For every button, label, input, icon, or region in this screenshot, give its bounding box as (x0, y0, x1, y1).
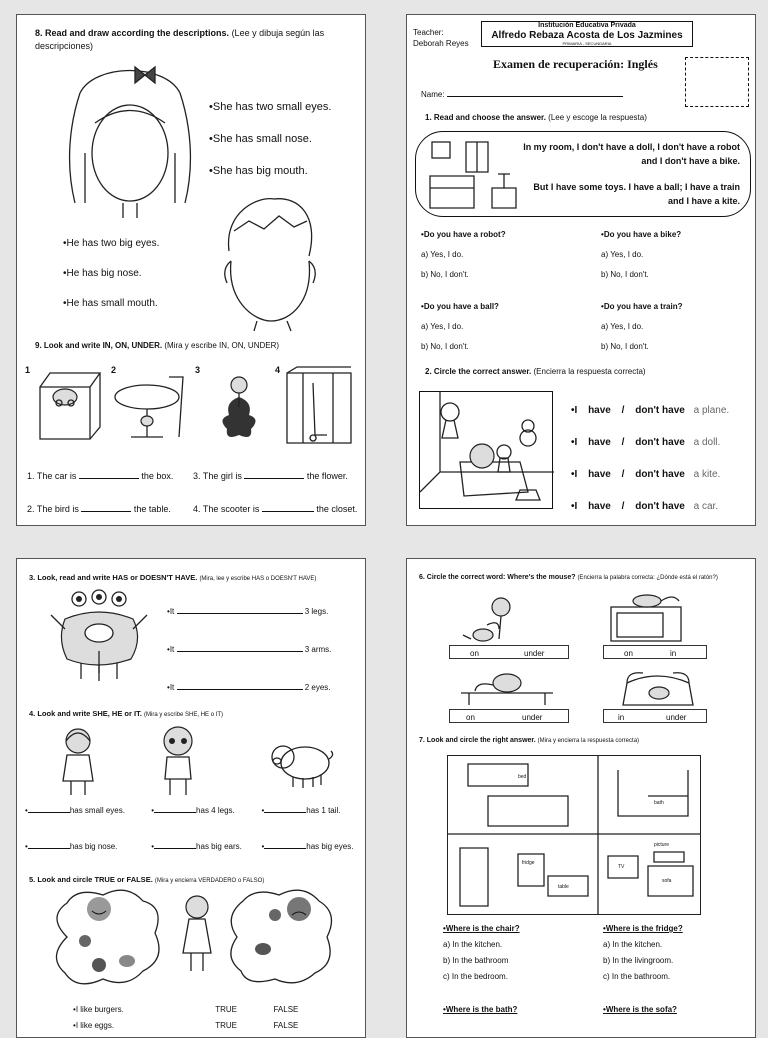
q1-title: 1. Read and choose the answer. (425, 113, 546, 122)
girl-description-list (209, 91, 331, 187)
sentence-1-start: 1. The car is (27, 471, 77, 481)
circle-row-doll-subject: • I (571, 437, 577, 448)
option-phone-in[interactable]: in (618, 713, 625, 722)
q4-heading (29, 709, 223, 718)
circle-row-plane-have[interactable]: have (588, 405, 611, 416)
pronoun-2-2 (151, 841, 259, 851)
pronoun-1-3-blank[interactable] (264, 805, 306, 813)
question-robot-opt-a[interactable]: a) Yes, I do. (421, 250, 464, 259)
tf-true-2[interactable]: TRUE (215, 1021, 238, 1030)
pronoun-2-1 (25, 841, 135, 851)
school-header-box (481, 21, 693, 47)
house-rooms-picture (447, 755, 701, 915)
question-chair-text: • Where is the chair? (443, 921, 520, 937)
pronoun-row-1 (25, 805, 365, 815)
circle-row-car-object: a car. (693, 501, 719, 512)
circle-row-doll-dont-have[interactable]: don't have (635, 437, 685, 448)
mouse-in-phone-picture (613, 665, 703, 707)
option-flower-under[interactable]: under (524, 649, 545, 658)
circle-answer-list (571, 395, 729, 523)
monster-row-arms-lead: • It (167, 645, 174, 654)
school-line-3: PRIMARIA - SECUNDARIA (562, 41, 612, 46)
room-label-sofa: sofa (662, 878, 672, 884)
q2-title: 2. Circle the correct answer. (425, 367, 532, 376)
pronoun-row-2 (25, 841, 365, 851)
question-train-opt-b[interactable]: b) No, I don't. (601, 342, 649, 351)
sentence-4-end: the closet. (316, 504, 358, 514)
car-in-box-picture (35, 367, 105, 445)
q3-heading (29, 573, 316, 582)
story-bubble (415, 131, 751, 217)
sentence-4-start: 4. The scooter is (193, 504, 260, 514)
pronoun-1-2 (151, 805, 259, 815)
sentence-4-blank[interactable] (262, 504, 314, 512)
circle-row-kite-object: a kite. (693, 469, 721, 480)
circle-row-car-have[interactable]: have (588, 501, 611, 512)
monster-row-arms (167, 631, 331, 669)
question-chair (443, 921, 520, 985)
likes-clouds-picture (47, 887, 347, 991)
q4-note: (Mira y escribe SHE, HE o IT) (144, 712, 224, 718)
circle-row-doll (571, 427, 729, 459)
question-bike-text: • Do you have a bike? (601, 225, 681, 245)
q2-heading (425, 367, 646, 376)
true-false-row-2 (73, 1021, 298, 1030)
worksheet-page-q6-q7 (406, 558, 756, 1038)
monster-row-legs-blank[interactable] (177, 606, 303, 614)
q8-title: 8. Read and draw according the descriptions. (35, 28, 230, 38)
circle-row-doll-object: a doll. (693, 437, 721, 448)
question-bath-text: • Where is the bath? (443, 1005, 517, 1014)
question-fridge (603, 921, 683, 985)
pronoun-2-1-text: has big nose. (69, 842, 118, 851)
pronoun-2-1-blank[interactable] (28, 841, 70, 849)
worksheet-page-q8-q9 (16, 14, 366, 526)
boy-desc-2: • He has big nose. (63, 259, 159, 289)
tf-true-1[interactable]: TRUE (215, 1005, 238, 1014)
question-chair-opt-a[interactable]: a) In the kitchen. (443, 940, 503, 949)
question-chair-opt-c[interactable]: c) In the bedroom. (443, 972, 508, 981)
q8-heading (35, 27, 355, 53)
sentence-3 (193, 471, 348, 481)
tf-statement-2: • I like eggs. (73, 1021, 213, 1030)
option-flower-on[interactable]: on (470, 649, 479, 658)
q6-heading (419, 573, 749, 583)
pronoun-1-1 (25, 805, 135, 815)
question-ball-opt-b[interactable]: b) No, I don't. (421, 342, 469, 351)
monster-row-arms-blank[interactable] (177, 644, 303, 652)
sentence-2-end: the table. (133, 504, 171, 514)
boy-face-outline (209, 191, 329, 331)
true-false-row-1 (73, 1005, 298, 1014)
pronoun-2-3 (261, 841, 353, 851)
monster-row-legs-tail: 3 legs. (304, 607, 329, 616)
q6-note: (Encierra la palabra correcta: ¿Dónde está el ratón?) (577, 575, 718, 581)
pic-number-4: 4 (275, 365, 281, 375)
girl-desc-2: • She has small nose. (209, 123, 331, 155)
question-sofa-text: • Where is the sofa? (603, 1005, 677, 1014)
monster-row-legs (167, 593, 331, 631)
house-rooms-drawing (448, 756, 700, 914)
q6-title: 6. Circle the correct word: Where's the mouse? (419, 574, 576, 581)
q9-note: (Mira y escribe IN, ON, UNDER) (164, 341, 280, 350)
pronoun-1-2-blank[interactable] (154, 805, 196, 813)
room-label-picture: picture (654, 842, 670, 848)
tf-false-2[interactable]: FALSE (273, 1021, 299, 1030)
sentence-2-blank[interactable] (81, 504, 131, 512)
pronoun-1-3-text: has 1 tail. (306, 806, 341, 815)
circle-row-kite-slash: / (621, 469, 625, 480)
pig-picture (267, 735, 337, 791)
circle-row-car-subject: • I (571, 501, 577, 512)
monster-sentence-list (167, 593, 331, 707)
sentence-3-blank[interactable] (244, 471, 304, 479)
pic-number-2: 2 (111, 365, 117, 375)
q5-heading (29, 875, 264, 884)
sentence-1-blank[interactable] (79, 471, 139, 479)
pronoun-1-3 (261, 805, 353, 815)
pronoun-1-1-blank[interactable] (28, 805, 70, 813)
girl-desc-1: • She has two small eyes. (209, 91, 331, 123)
question-fridge-text: • Where is the fridge? (603, 921, 683, 937)
pronoun-2-3-blank[interactable] (264, 841, 306, 849)
q2-note: (Encierra la respuesta correcta) (533, 367, 646, 376)
pronoun-2-2-text: has big ears. (196, 842, 242, 851)
scooter-in-closet-picture (283, 367, 355, 447)
circle-row-plane-subject: • I (571, 405, 577, 416)
q8-note: (Lee y dibuja según las descripciones) (35, 28, 325, 51)
room-label-tv: TV (618, 864, 625, 870)
room-label-table: table (558, 884, 569, 890)
room-label-fridge: fridge (522, 860, 535, 866)
sentence-2 (27, 504, 171, 514)
question-train-opt-a[interactable]: a) Yes, I do. (601, 322, 644, 331)
teacher-label: Teacher: (413, 28, 444, 37)
q5-title: 5. Look and circle TRUE or FALSE. (29, 875, 153, 884)
question-fridge-opt-a[interactable]: a) In the kitchen. (603, 940, 663, 949)
option-box-bench (449, 709, 569, 723)
teacher-name: Deborah Reyes (413, 39, 469, 48)
question-bike-opt-a[interactable]: a) Yes, I do. (601, 250, 644, 259)
circle-row-plane-object: a plane. (693, 405, 730, 416)
sentence-1-end: the box. (141, 471, 174, 481)
q9-heading (35, 341, 279, 350)
q1-note: (Lee y escoge la respuesta) (548, 113, 647, 122)
teacher-block (413, 27, 469, 49)
pic-number-3: 3 (195, 365, 201, 375)
circle-row-kite-have[interactable]: have (588, 469, 611, 480)
bedroom-picture (426, 138, 526, 212)
pronoun-1-1-text: has small eyes. (69, 806, 125, 815)
option-box-phone (603, 709, 707, 723)
monster-row-eyes (167, 669, 331, 707)
story-text-1: In my room, I don't have a doll, I don't have a robot and I don't have a bike. (523, 142, 740, 166)
tf-false-1[interactable]: FALSE (273, 1005, 299, 1014)
monster-row-legs-lead: • It (167, 607, 174, 616)
mouse-on-tv-picture (603, 591, 693, 643)
circle-row-plane-dont-have[interactable]: don't have (635, 405, 685, 416)
circle-row-doll-have[interactable]: have (588, 437, 611, 448)
option-bench-under[interactable]: under (522, 713, 543, 722)
q1-heading (425, 113, 647, 122)
q3-title: 3. Look, read and write HAS or DOESN'T HAVE. (29, 573, 198, 582)
girl-face-outline (55, 53, 205, 223)
name-field[interactable] (447, 89, 623, 97)
question-train (601, 297, 683, 357)
q4-title: 4. Look and write SHE, HE or IT. (29, 709, 142, 718)
monster-row-eyes-tail: 2 eyes. (304, 683, 331, 692)
q7-note: (Mira y encierra la respuesta correcta) (537, 738, 640, 744)
circle-row-car (571, 491, 729, 523)
pronoun-1-2-text: has 4 legs. (196, 806, 235, 815)
monster-row-eyes-lead: • It (167, 683, 174, 692)
exam-title: Examen de recuperación: Inglés (493, 57, 658, 71)
boy-picture (155, 725, 201, 797)
question-robot (421, 225, 506, 285)
question-ball-opt-a[interactable]: a) Yes, I do. (421, 322, 464, 331)
q7-heading (419, 737, 639, 744)
question-bike (601, 225, 681, 285)
circle-row-doll-slash: / (621, 437, 625, 448)
school-line-2: Alfredo Rebaza Acosta de Los Jazmines (491, 30, 683, 41)
boy-description-list (63, 229, 159, 319)
q5-note: (Mira y encierra VERDADERO o FALSO) (154, 878, 265, 884)
circle-row-kite-subject: • I (571, 469, 577, 480)
mouse-on-bench-picture (457, 667, 557, 707)
question-bike-opt-b[interactable]: b) No, I don't. (601, 270, 649, 279)
girl-on-flower-picture (203, 367, 273, 445)
option-tv-on[interactable]: on (624, 649, 633, 658)
circle-row-plane (571, 395, 729, 427)
girl-picture (53, 727, 103, 797)
name-row (421, 89, 623, 99)
circle-row-kite (571, 459, 729, 491)
girl-desc-3: • She has big mouth. (209, 155, 331, 187)
monster-row-eyes-blank[interactable] (177, 682, 303, 690)
sentence-1 (27, 471, 173, 481)
worksheet-page-q1-q2 (406, 14, 756, 526)
sentence-3-start: 3. The girl is (193, 471, 242, 481)
option-box-flower (449, 645, 569, 659)
question-ball (421, 297, 499, 357)
story-text-2: But I have some toys. I have a ball; I have a train and I have a kite. (533, 182, 740, 206)
q7-title: 7. Look and circle the right answer. (419, 737, 536, 744)
bird-under-table-picture (109, 367, 189, 445)
option-box-tv (603, 645, 707, 659)
question-robot-opt-b[interactable]: b) No, I don't. (421, 270, 469, 279)
room-label-bed: bed (518, 774, 527, 780)
name-label: Name: (421, 90, 445, 99)
question-fridge-opt-b[interactable]: b) In the livingroom. (603, 956, 674, 965)
sentence-3-end: the flower. (306, 471, 348, 481)
question-ball-text: • Do you have a ball? (421, 297, 499, 317)
boy-desc-3: • He has small mouth. (63, 289, 159, 319)
pronoun-2-3-text: has big eyes. (306, 842, 354, 851)
circle-row-car-dont-have[interactable]: don't have (635, 501, 685, 512)
pic-number-1: 1 (25, 365, 31, 375)
toy-room-picture (419, 391, 553, 509)
school-line-1: Institución Educativa Privada (538, 22, 636, 29)
circle-row-car-slash: / (621, 501, 625, 512)
grade-box (685, 57, 749, 107)
mouse-under-flower-picture (461, 595, 531, 643)
q9-title: 9. Look and write IN, ON, UNDER. (35, 341, 163, 350)
circle-row-plane-slash: / (621, 405, 625, 416)
question-robot-text: • Do you have a robot? (421, 225, 506, 245)
worksheet-page-q3-q5 (16, 558, 366, 1038)
option-tv-in[interactable]: in (670, 649, 677, 658)
sentence-2-start: 2. The bird is (27, 504, 79, 514)
room-label-bath: bath (654, 800, 664, 806)
option-phone-under[interactable]: under (666, 713, 687, 722)
question-fridge-opt-c[interactable]: c) In the bathroom. (603, 972, 671, 981)
q3-note: (Mira, lee y escribe HAS o DOESN'T HAVE) (199, 576, 317, 582)
sentence-4 (193, 504, 357, 514)
circle-row-kite-dont-have[interactable]: don't have (635, 469, 685, 480)
question-train-text: • Do you have a train? (601, 297, 683, 317)
option-bench-on[interactable]: on (466, 713, 475, 722)
question-chair-opt-b[interactable]: b) In the bathroom (443, 956, 509, 965)
boy-desc-1: • He has two big eyes. (63, 229, 159, 259)
pronoun-2-2-blank[interactable] (154, 841, 196, 849)
monster-picture (47, 589, 151, 683)
monster-row-arms-tail: 3 arms. (304, 645, 332, 654)
tf-statement-1: • I like burgers. (73, 1005, 213, 1014)
